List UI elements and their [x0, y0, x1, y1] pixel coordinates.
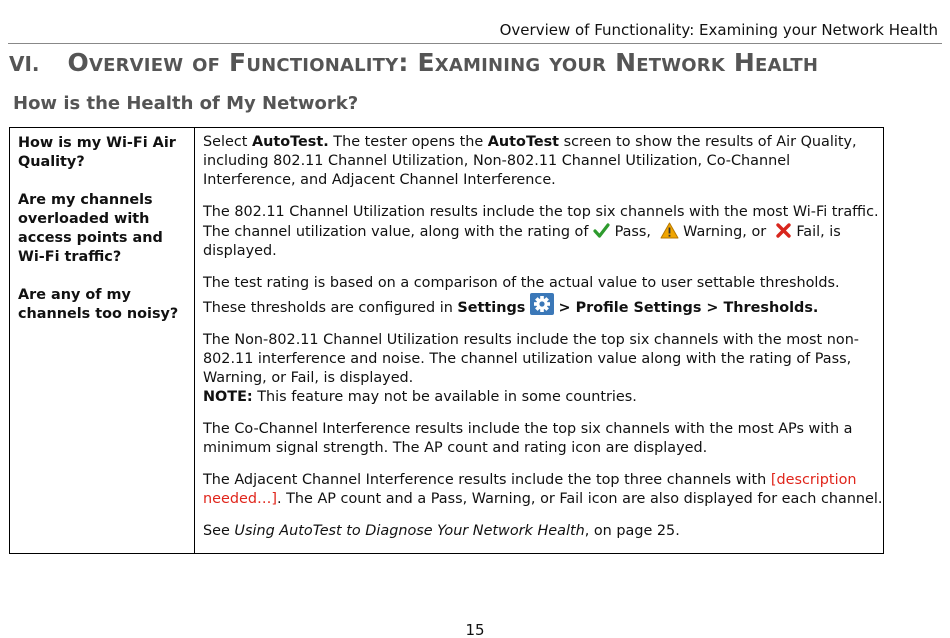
- question-air-quality: How is my Wi-Fi Air Quality?: [18, 135, 176, 170]
- settings-bold: Settings: [457, 300, 526, 316]
- question-channels-noisy: Are any of my channels too noisy?: [18, 287, 179, 322]
- text: The 802.11 Channel Utilization results include the top six channels with the most Wi-Fi traffic. The channel utilization value, along with the rating of: [203, 204, 879, 240]
- text: The Non-802.11 Channel Utilization results include the top six channels with the most non-802.11 interference and noise. The channel utilization value along with the rating of Pass, Warning, or Fail, is displayed.: [203, 332, 860, 386]
- running-header: Overview of Functionality: Examining your Network Health: [499, 21, 938, 39]
- answer-see-also-paragraph: [203, 522, 883, 541]
- answer-adjacent-channel-paragraph: [203, 471, 883, 509]
- text: The Adjacent Channel Interference results include the top three channels with: [203, 472, 771, 488]
- page-number: 15: [465, 621, 485, 638]
- text: The Co-Channel Interference results include the top six channels with the most APs with a minimum signal strength. The AP count and rating icon are displayed.: [203, 421, 853, 456]
- question-channels-overloaded: Are my channels overloaded with access points and Wi-Fi traffic?: [18, 192, 163, 265]
- questions-column: [10, 128, 195, 553]
- text: . The AP count and a Pass, Warning, or Fail icon are also displayed for each channel.: [276, 491, 883, 507]
- cross-reference-link[interactable]: Using AutoTest to Diagnose Your Network Health: [234, 523, 585, 539]
- fail-label: Fail, is displayed.: [203, 224, 841, 259]
- note-label: NOTE:: [203, 389, 253, 405]
- autotest-bold: AutoTest: [487, 134, 560, 150]
- answers-column: [195, 128, 883, 553]
- section-title-text: Overview of Functionality: Examining your Network Health: [67, 48, 819, 77]
- text: The test rating is based on a comparison of the actual value to user settable thresholds. These thresholds are configured in: [203, 275, 840, 316]
- qa-table: [9, 127, 884, 554]
- subheading: How is the Health of My Network?: [13, 93, 359, 114]
- answer-non-80211-paragraph: [203, 331, 883, 407]
- answer-thresholds-paragraph: [203, 274, 883, 318]
- section-number: VI.: [9, 52, 40, 76]
- answer-channel-utilization-paragraph: [203, 203, 883, 261]
- text: screen to show the results of Air Quality, including 802.11 Channel Utilization, Non-802.11 Channel Utilization, Co-Channel Interference, and Adjacent Channel Interference.: [203, 134, 857, 188]
- header-divider: [8, 43, 942, 44]
- answer-co-channel-paragraph: [203, 420, 883, 458]
- section-title: [9, 48, 818, 77]
- x-icon: [775, 222, 792, 239]
- answer-autotest-paragraph: [203, 133, 883, 190]
- warning-label: Warning, or: [683, 224, 767, 240]
- autotest-bold: AutoTest.: [251, 134, 329, 150]
- note-text: This feature may not be available in some countries.: [252, 389, 637, 405]
- warning-icon: [660, 222, 679, 239]
- pass-label: Pass,: [614, 224, 651, 240]
- text: , on page 25.: [584, 523, 680, 539]
- checkmark-icon: [593, 222, 610, 239]
- profile-settings-path: > Profile Settings > Thresholds.: [558, 300, 819, 316]
- text: See: [203, 523, 235, 539]
- gear-icon: [530, 293, 554, 315]
- text: The tester opens the: [328, 134, 488, 150]
- description-needed-note: [description needed…]: [203, 472, 857, 507]
- text: Select: [203, 134, 252, 150]
